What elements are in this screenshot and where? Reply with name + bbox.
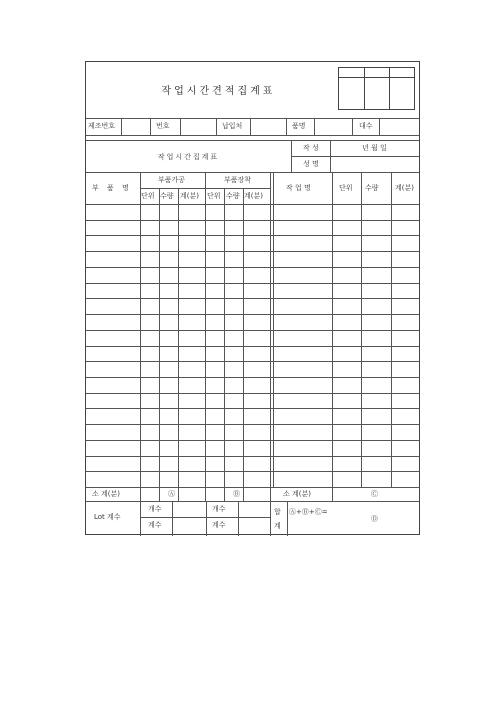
mfg-no-label: 제조번호 [88, 122, 116, 130]
part-name-header: 부 품 명 [92, 184, 132, 192]
work-time-estimate-form [85, 61, 420, 535]
count-label-2: 개수 [212, 505, 226, 513]
mounting-header: 부품장착 [224, 176, 252, 184]
grid-row-line [86, 393, 419, 394]
mark-c: Ⓒ [371, 490, 378, 498]
processing-header: 부품가공 [158, 176, 186, 184]
count-label-1: 개수 [148, 505, 162, 513]
grid-column-line [243, 188, 244, 501]
mark-b: Ⓑ [233, 490, 240, 498]
subtotal-label: 소 계(분) [92, 490, 120, 498]
grid-row-line [86, 298, 419, 299]
work-name-header: 작 업 명 [286, 184, 311, 192]
grid-column-line [238, 501, 239, 536]
delivery-label: 납입처 [222, 122, 243, 130]
sum-label-2: 계 [274, 522, 281, 530]
processing-qty: 수량 [160, 192, 174, 200]
grid-row-line [86, 361, 419, 362]
grid-column-line [206, 501, 207, 536]
grid-column-line [140, 172, 141, 536]
name-label: 성 명 [303, 160, 319, 168]
mounting-unit: 단위 [207, 192, 221, 200]
number-label: 번호 [156, 122, 170, 130]
author-label: 작 성 [303, 144, 319, 152]
grid-column-line [205, 172, 206, 501]
units-label: 대수 [359, 122, 373, 130]
sum-formula: Ⓐ+Ⓑ+Ⓒ= [289, 508, 328, 516]
calc-label-2: 계수 [212, 521, 226, 529]
processing-unit: 단위 [141, 192, 155, 200]
approval-box [338, 67, 415, 110]
grid-column-line [159, 188, 160, 501]
grid-column-line [361, 172, 362, 487]
lot-label: Lot 계수 [94, 513, 121, 521]
work-qty-header: 수량 [365, 184, 379, 192]
grid-column-line [172, 501, 173, 536]
grid-row-line [86, 408, 419, 409]
sub-title: 작업시간집계표 [157, 153, 220, 161]
mounting-qty: 수량 [226, 192, 240, 200]
work-total-header: 계(분) [395, 184, 414, 192]
mounting-total: 계(분) [244, 192, 263, 200]
grid-column-line [224, 188, 225, 501]
processing-total: 계(분) [180, 192, 199, 200]
grid-row-line [86, 471, 419, 472]
calc-label-1: 계수 [148, 521, 162, 529]
date-label: 년 월 일 [362, 144, 387, 152]
sum-label: 합 [274, 508, 281, 516]
grid-row-line [86, 424, 419, 425]
grid-row-line [86, 251, 419, 252]
mark-a: Ⓐ [168, 490, 175, 498]
grid-row-line [86, 330, 419, 331]
grid-column-line [273, 172, 274, 487]
grid-row-line [86, 283, 419, 284]
grid-column-line [332, 172, 333, 501]
grid-row-line [86, 235, 419, 236]
form-title: 작업시간견적집계표 [161, 86, 276, 97]
grid-column-line [270, 172, 271, 536]
grid-row-line [86, 220, 419, 221]
grid-row-line [86, 346, 419, 347]
work-unit-header: 단위 [339, 184, 353, 192]
grid-column-line [287, 501, 288, 536]
grid-row-line [86, 267, 419, 268]
grid-row-line [86, 440, 419, 441]
grid-row-line [86, 314, 419, 315]
item-name-label: 품명 [292, 122, 306, 130]
grid-column-line [205, 487, 206, 501]
grid-column-line [391, 172, 392, 487]
grid-column-line [178, 188, 179, 501]
subtotal-label-2: 소 계(분) [283, 490, 311, 498]
grid-row-line [86, 377, 419, 378]
grid-row-line [86, 456, 419, 457]
mark-d: Ⓓ [371, 515, 378, 523]
